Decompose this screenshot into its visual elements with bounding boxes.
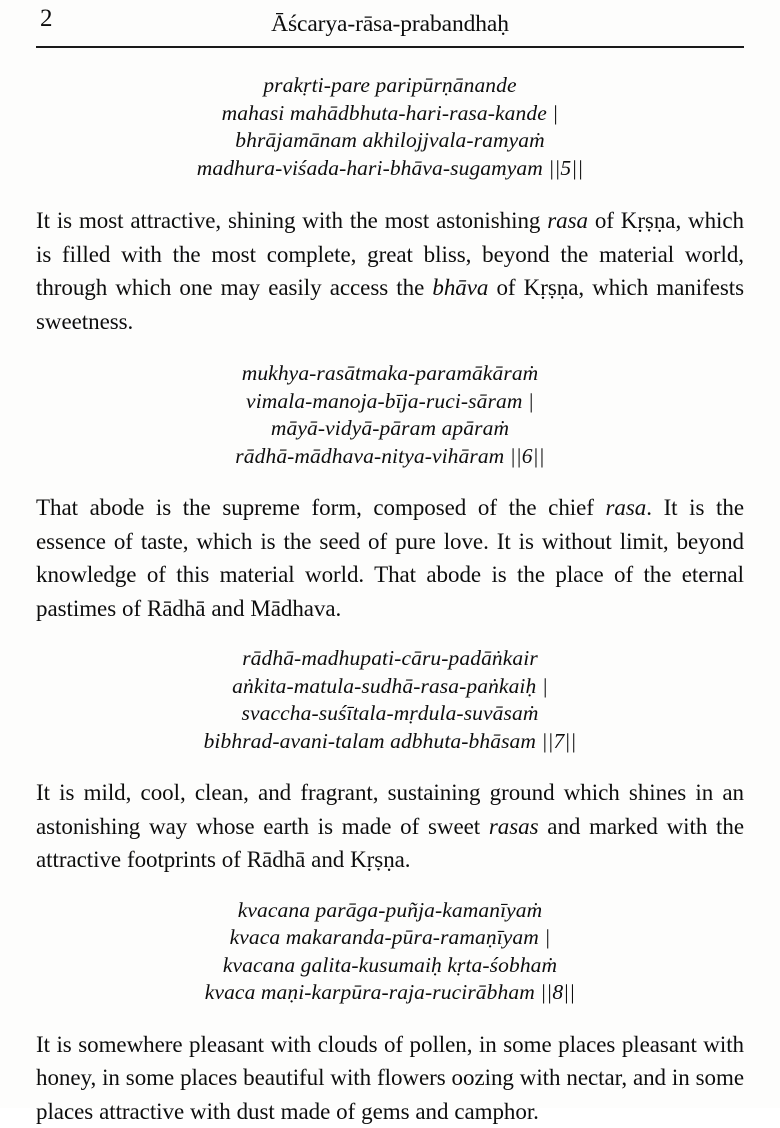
verse-line: rādhā-mādhava-nitya-vihāram ||6|| — [36, 443, 744, 471]
verse-line: māyā-vidyā-pāram apāraṁ — [36, 415, 744, 443]
verse-line: mahasi mahādbhuta-hari-rasa-kande | — [36, 100, 744, 128]
italic-term: bhāva — [432, 275, 488, 300]
verse-line: aṅkita-matula-sudhā-rasa-paṅkaiḥ | — [36, 673, 744, 701]
translation-paragraph: It is most attractive, shining with the most astonishing rasa of Kṛṣṇa, which is filled with the most complete, great bliss, beyond the material world, through which one may easily access the bhāva of Kṛṣṇa, which manifests sweetness. — [36, 204, 744, 338]
verse-line: svaccha-suśītala-mṛdula-suvāsaṁ — [36, 700, 744, 728]
italic-term: rasa — [606, 495, 647, 520]
verse-line: bibhrad-avani-talam adbhuta-bhāsam ||7|| — [36, 728, 744, 756]
verse-line: bhrājamānam akhilojjvala-ramyaṁ — [36, 127, 744, 155]
verse-line: kvaca makaranda-pūra-ramaṇīyam | — [36, 924, 744, 952]
translation-paragraph: It is mild, cool, clean, and fragrant, sustaining ground which shines in an astonishing way whose earth is made of sweet rasas and marked with the attractive footprints of Rādhā and Kṛṣṇa. — [36, 776, 744, 877]
verse-block — [36, 897, 744, 1007]
running-header — [36, 0, 744, 40]
page-number: 2 — [40, 6, 53, 31]
page-body — [36, 48, 744, 1128]
italic-term: rasas — [489, 814, 539, 839]
verse-line: kvaca maṇi-karpūra-raja-rucirābham ||8|| — [36, 979, 744, 1007]
verse-block — [36, 360, 744, 470]
running-title: Āścarya-rāsa-prabandhaḥ — [36, 8, 744, 37]
verse-line: kvacana galita-kusumaiḥ kṛta-śobhaṁ — [36, 952, 744, 980]
italic-term: rasa — [547, 208, 588, 233]
verse-block — [36, 645, 744, 755]
verse-line: kvacana parāga-puñja-kamanīyaṁ — [36, 897, 744, 925]
verse-line: prakṛti-pare paripūrṇānande — [36, 72, 744, 100]
verse-line: rādhā-madhupati-cāru-padāṅkair — [36, 645, 744, 673]
translation-paragraph: That abode is the supreme form, composed of the chief rasa. It is the essence of taste, which is the seed of pure love. It is without limit, beyond knowledge of this material world. That abode is the place of the eternal pastimes of Rādhā and Mādhava. — [36, 491, 744, 625]
verse-line: madhura-viśada-hari-bhāva-sugamyam ||5|| — [36, 155, 744, 183]
verse-line: vimala-manoja-bīja-ruci-sāram | — [36, 388, 744, 416]
translation-paragraph: It is somewhere pleasant with clouds of pollen, in some places pleasant with honey, in some places beautiful with flowers oozing with nectar, and in some places attractive with dust made of gems and camphor. — [36, 1028, 744, 1128]
verse-block — [36, 72, 744, 182]
verse-line: mukhya-rasātmaka-paramākāraṁ — [36, 360, 744, 388]
